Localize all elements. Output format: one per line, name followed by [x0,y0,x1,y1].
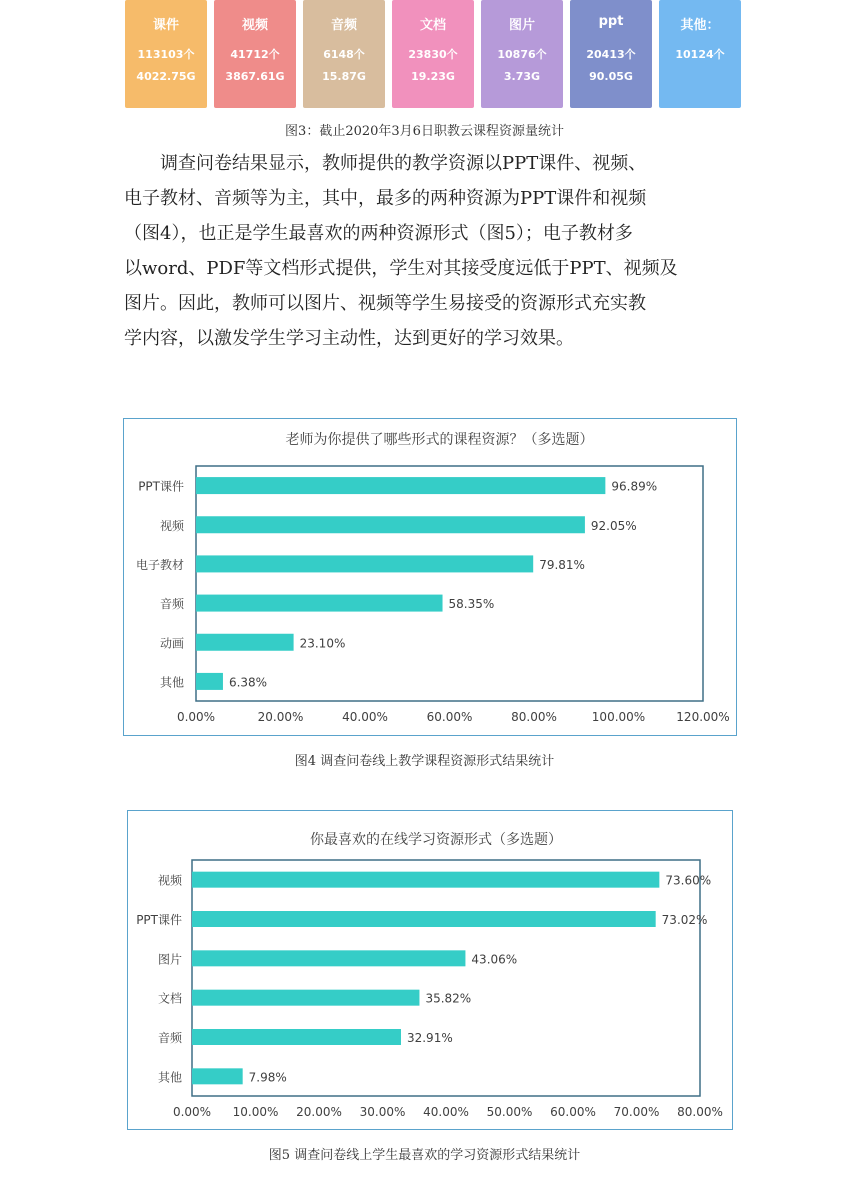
bar [192,911,656,927]
stat-tile-count: 41712个 [230,48,280,61]
x-tick-label: 0.00% [176,710,216,724]
stat-tile-title: 音频 [330,18,357,33]
category-label: 图片 [157,952,182,967]
stat-tile-title: 课件 [152,18,179,33]
stat-tile-title: 文档 [419,18,446,33]
data-label: 79.81% [539,557,585,572]
data-label: 96.89% [611,479,658,494]
stat-tile-size: 19.23G [411,70,455,83]
data-label: 23.10% [299,636,346,651]
stat-tile-video [214,0,296,108]
bar [196,477,605,494]
x-tick-label: 70.00% [613,1105,660,1119]
paragraph-line: 调查问卷结果显示，教师提供的教学资源以PPT课件、视频、 [124,153,647,174]
category-label: PPT课件 [136,913,182,927]
category-label: 动画 [159,636,184,651]
data-label: 43.06% [471,952,518,967]
stat-tile-title: 图片 [508,18,535,33]
bar [196,673,223,690]
category-label: 音频 [159,597,184,612]
bar [192,1068,243,1084]
stat-tile-title: ppt [598,14,624,29]
figure5-chart [127,810,733,1130]
x-tick-label: 40.00% [342,710,388,724]
plot-area-frame [196,466,703,701]
stat-tile-size: 4022.75G [136,70,196,83]
stat-tile-ppt [570,0,652,108]
category-label: 电子教材 [135,557,184,572]
bar [196,634,294,651]
x-tick-label: 80.00% [677,1105,723,1119]
chart-title: 老师为你提供了哪些形式的课程资源？（多选题） [285,432,594,448]
bar [196,516,585,533]
x-tick-label: 40.00% [423,1105,469,1119]
stat-tile-image [481,0,563,108]
category-label: PPT课件 [138,479,184,494]
x-tick-label: 20.00% [257,710,304,724]
stat-tile-audio [303,0,385,108]
x-tick-label: 120.00% [676,710,730,724]
category-label: 音频 [157,1031,182,1045]
bar [196,595,443,612]
x-tick-label: 100.00% [591,710,646,724]
stat-tile-count: 23830个 [408,48,458,61]
x-tick-label: 50.00% [486,1105,533,1119]
data-label: 7.98% [248,1070,287,1085]
data-label: 58.35% [448,597,495,612]
category-label: 视频 [159,518,184,533]
body-paragraph [124,146,744,356]
figure4-chart [123,418,737,736]
data-label: 92.05% [590,518,637,533]
x-tick-label: 80.00% [511,710,557,724]
data-label: 35.82% [425,991,472,1006]
x-tick-label: 10.00% [232,1105,279,1119]
stat-tile-other [659,0,741,108]
stat-tile-size: 90.05G [589,70,633,83]
paragraph-line: （图4），也正是学生最喜欢的两种资源形式（图5）；电子教材多 [124,223,633,244]
stat-tile-count: 6148个 [323,48,365,61]
stat-tile-title: 视频 [241,18,268,33]
plot-area-frame [192,860,700,1096]
stat-tile-title: 其他： [680,18,720,33]
stat-tile-count: 10124个 [675,48,725,61]
data-label: 6.38% [228,675,268,690]
paragraph-line: 电子教材、音频等为主，其中，最多的两种资源为PPT课件和视频 [124,188,647,209]
data-label: 73.60% [665,873,712,888]
figure5-caption: 图5 调查问卷线上学生最喜欢的学习资源形式结果统计 [268,1148,581,1163]
bar [196,555,533,572]
stat-tile-document [392,0,474,108]
paragraph-line: 学内容，以激发学生学习主动性，达到更好的学习效果。 [124,328,574,349]
x-tick-label: 30.00% [359,1105,406,1119]
category-label: 视频 [157,873,182,888]
resource-stats-tiles [125,0,745,108]
figure4-chart-svg [124,419,736,735]
bar [192,950,465,966]
bar [192,1029,401,1045]
stat-tile-size: 3.73G [503,70,541,83]
stat-tile-count: 20413个 [586,48,636,61]
figure3-caption: 图3：截止2020年3月6日职教云课程资源量统计 [285,124,564,139]
stat-tile-size: 3867.61G [225,70,285,83]
stat-tile-size: 15.87G [322,70,366,83]
category-label: 文档 [157,991,182,1006]
figure5-chart-svg [128,811,732,1129]
x-tick-label: 0.00% [172,1105,212,1119]
x-tick-label: 60.00% [426,710,473,724]
stat-tile-count: 113103个 [137,48,195,61]
x-tick-label: 20.00% [296,1105,342,1119]
bar [192,990,419,1006]
data-label: 73.02% [661,913,708,927]
category-label: 其他 [157,1070,182,1085]
paragraph-line: 以word、PDF等文档形式提供，学生对其接受度远低于PPT、视频及 [124,258,678,279]
chart-title: 你最喜欢的在线学习资源形式（多选题） [310,832,562,848]
category-label: 其他 [159,675,184,690]
figure4-caption: 图4 调查问卷线上教学课程资源形式结果统计 [294,754,555,769]
x-tick-label: 60.00% [550,1105,596,1119]
stat-tile-courseware [125,0,207,108]
data-label: 32.91% [406,1031,453,1045]
stat-tile-count: 10876个 [497,48,547,61]
paragraph-line: 图片。因此，教师可以图片、视频等学生易接受的资源形式充实教 [124,293,646,314]
bar [192,872,659,888]
